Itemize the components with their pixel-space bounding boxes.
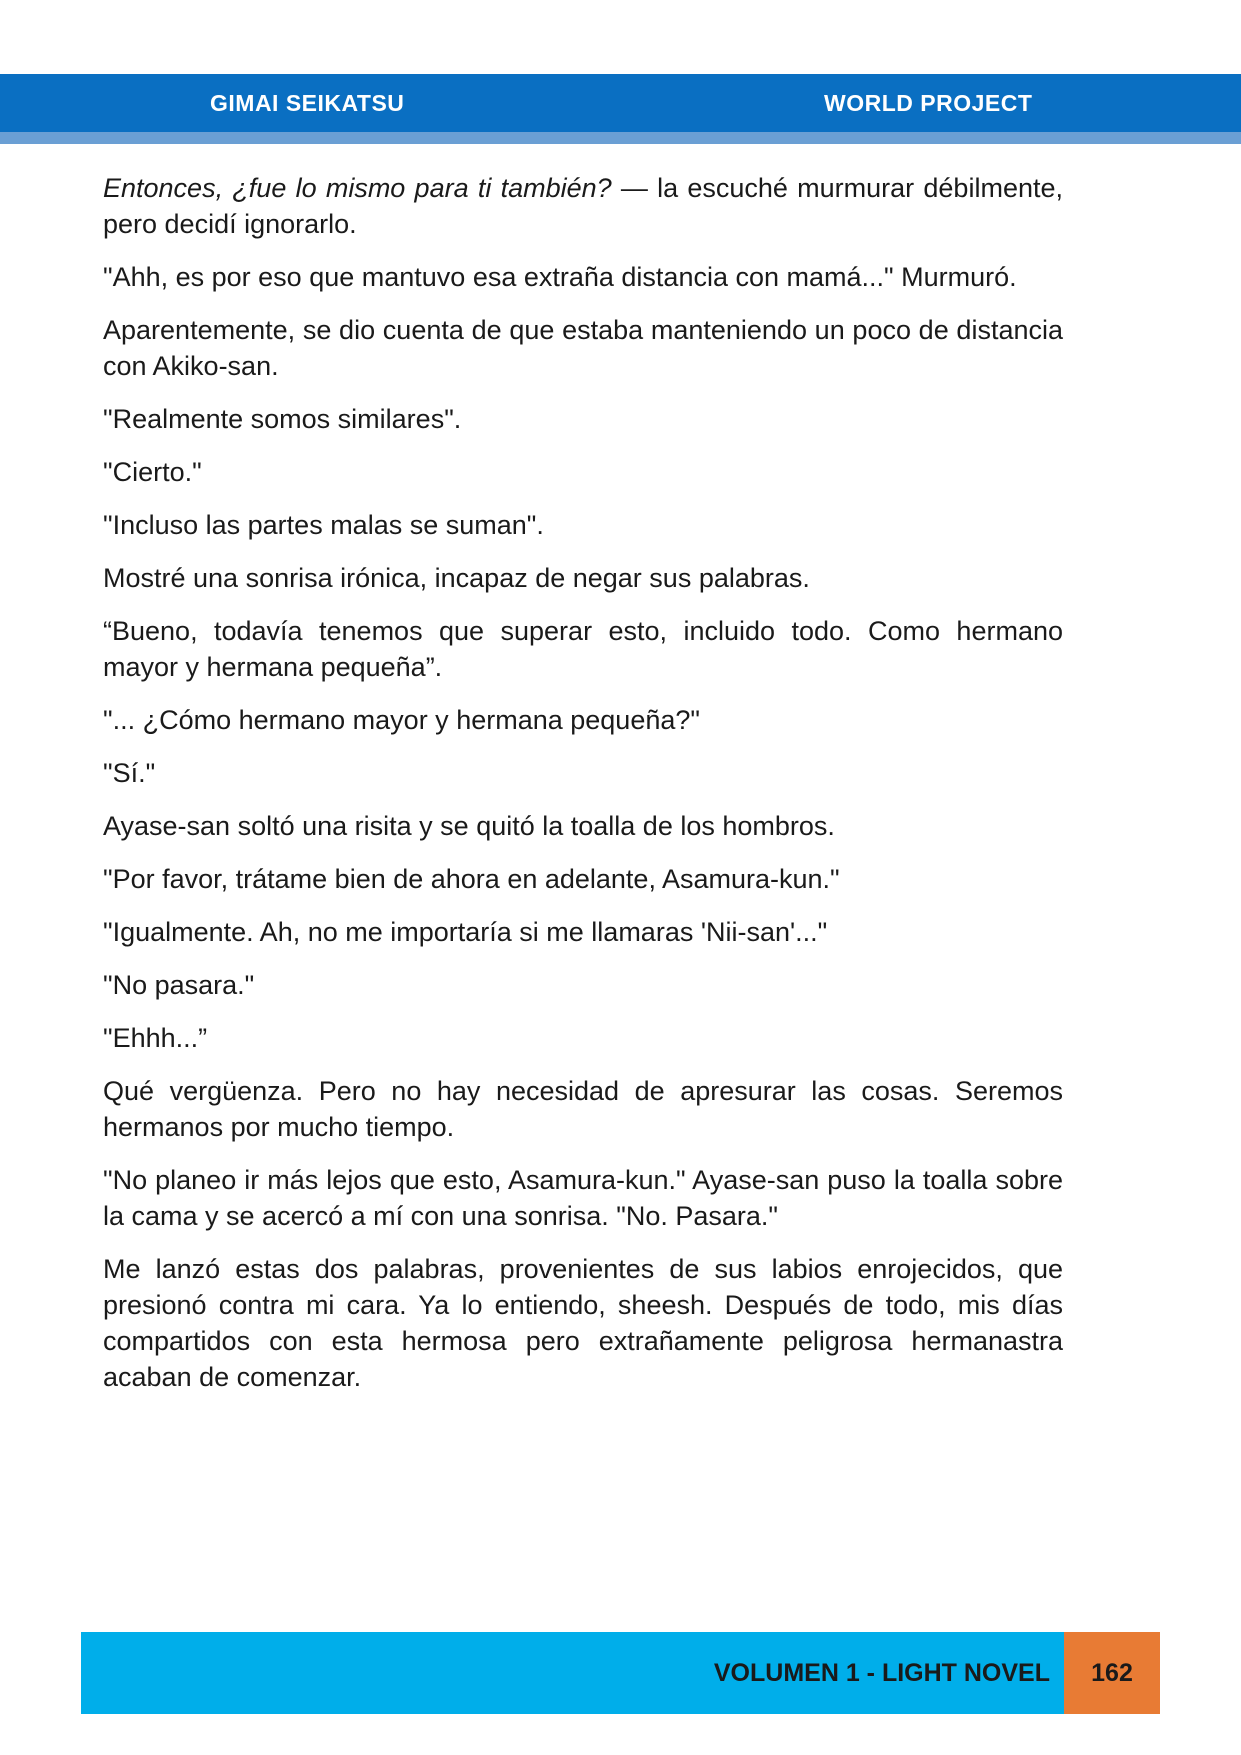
paragraph-16: Qué vergüenza. Pero no hay necesidad de apresurar las cosas. Seremos hermanos por mucho tiempo. [103,1076,1063,1142]
paragraph-7: Mostré una sonrisa irónica, incapaz de negar sus palabras. [103,563,810,593]
paragraph-15: "Ehhh...” [103,1023,208,1053]
paragraph-1 [103,170,1063,242]
page-body [103,170,1063,1412]
paragraph-1-italic: Entonces, ¿fue lo mismo para ti también? [103,173,612,203]
page-number: 162 [1091,1659,1133,1687]
paragraph-12: "Por favor, trátame bien de ahora en adelante, Asamura-kun." [103,864,840,894]
page-number-box [1064,1632,1160,1714]
paragraph-9: "... ¿Cómo hermano mayor y hermana pequeña?" [103,705,700,735]
header-group-name: WORLD PROJECT [824,90,1033,116]
page-header [0,74,1241,132]
paragraph-3: Aparentemente, se dio cuenta de que estaba manteniendo un poco de distancia con Akiko-san. [103,315,1063,381]
paragraph-5: "Cierto." [103,457,202,487]
paragraph-2: "Ahh, es por eso que mantuvo esa extraña distancia con mamá..." Murmuró. [103,262,1017,292]
paragraph-8: “Bueno, todavía tenemos que superar esto, incluido todo. Como hermano mayor y hermana pequeña”. [103,616,1063,682]
page-footer [81,1632,1064,1714]
paragraph-4: "Realmente somos similares". [103,404,462,434]
header-series-title: GIMAI SEIKATSU [210,90,405,116]
paragraph-18: Me lanzó estas dos palabras, provenientes de sus labios enrojecidos, que presionó contra mi cara. Ya lo entiendo, sheesh. Después de todo, mis días compartidos con esta hermosa pero extrañamente peligrosa hermanastra acaban de comenzar. [103,1254,1063,1392]
paragraph-11: Ayase-san soltó una risita y se quitó la toalla de los hombros. [103,811,835,841]
header-stripe [0,132,1241,144]
paragraph-10: "Sí." [103,758,156,788]
paragraph-13: "Igualmente. Ah, no me importaría si me llamaras 'Nii-san'..." [103,917,828,947]
paragraph-17: "No planeo ir más lejos que esto, Asamura-kun." Ayase-san puso la toalla sobre la cama y se acercó a mí con una sonrisa. "No. Pasara." [103,1165,1063,1231]
paragraph-14: "No pasara." [103,970,255,1000]
footer-volume-label: VOLUMEN 1 - LIGHT NOVEL [713,1659,1050,1687]
paragraph-1-rest: — la escuché murmurar débilmente, pero decidí ignorarlo. [103,173,1063,239]
paragraph-6: "Incluso las partes malas se suman". [103,510,544,540]
